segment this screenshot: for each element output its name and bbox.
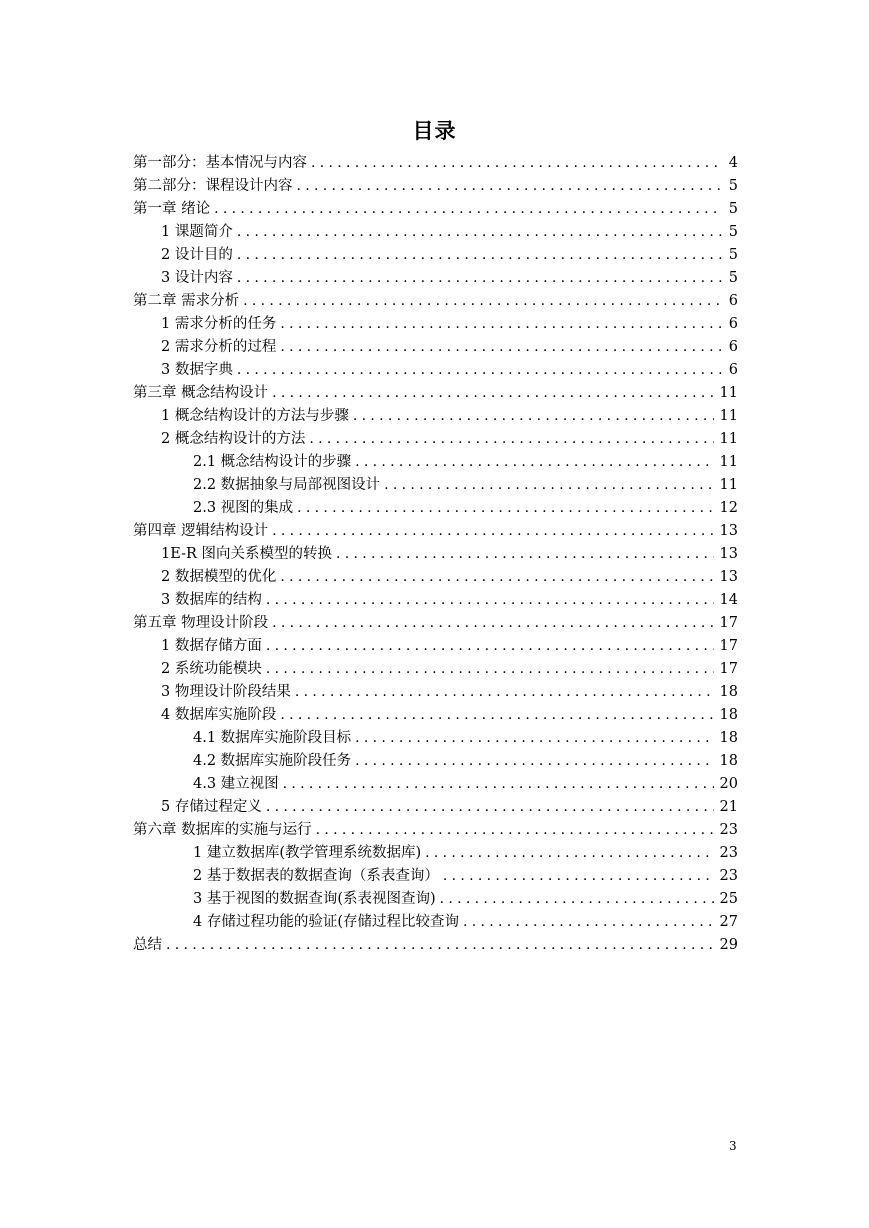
toc-entry-title: 3 数据库的结构 (161, 592, 262, 608)
toc-dot-leader (311, 152, 722, 175)
toc-entry[interactable] (133, 451, 738, 474)
toc-entry[interactable] (133, 313, 738, 336)
toc-entry-title: 3 物理设计阶段结果 (161, 684, 291, 700)
toc-entry-page: 27 (719, 914, 738, 930)
toc-entry[interactable] (133, 405, 738, 428)
toc-entry[interactable] (133, 727, 738, 750)
toc-dot-leader (355, 750, 713, 773)
toc-entry[interactable] (133, 267, 738, 290)
toc-entry[interactable] (133, 635, 738, 658)
toc-entry-page: 5 (728, 247, 738, 263)
toc-dot-leader (237, 267, 722, 290)
toc-entry[interactable] (133, 888, 738, 911)
toc-entry-title: 第一部分：基本情况与内容 (133, 155, 307, 171)
toc-dot-leader (266, 796, 714, 819)
toc-dot-leader (237, 244, 722, 267)
toc-entry-title: 2 系统功能模块 (161, 661, 262, 677)
toc-entry-title: 2 需求分析的过程 (161, 339, 277, 355)
toc-entry-title: 第五章 物理设计阶段 (133, 615, 269, 631)
toc-entry[interactable] (133, 865, 738, 888)
toc-dot-leader (309, 428, 713, 451)
toc-entry[interactable] (133, 474, 738, 497)
toc-entry[interactable] (133, 704, 738, 727)
toc-entry-page: 25 (719, 891, 738, 907)
toc-dot-leader (384, 474, 713, 497)
toc-entry-page: 18 (719, 684, 738, 700)
toc-entry-page: 18 (719, 753, 738, 769)
toc-entry[interactable] (133, 336, 738, 359)
toc-entry-title: 2 设计目的 (161, 247, 233, 263)
toc-dot-leader (336, 543, 714, 566)
toc-dot-leader (353, 405, 714, 428)
toc-dot-leader (166, 934, 714, 957)
toc-entry-title: 2.3 视图的集成 (193, 500, 294, 516)
toc-entry-page: 5 (728, 201, 738, 217)
toc-dot-leader (297, 175, 723, 198)
toc-entry-page: 18 (719, 730, 738, 746)
toc-entry[interactable] (133, 842, 738, 865)
toc-entry-title: 2 基于数据表的数据查询（系表查询） (193, 868, 439, 884)
toc-entry[interactable] (133, 612, 738, 635)
toc-entry[interactable] (133, 934, 738, 957)
toc-dot-leader (295, 681, 714, 704)
toc-entry-title: 1 建立数据库(教学管理系统数据库) (193, 845, 422, 861)
toc-entry[interactable] (133, 497, 738, 520)
toc-dot-leader (280, 566, 713, 589)
toc-entry-title: 1 概念结构设计的方法与步骤 (161, 408, 349, 424)
toc-entry-title: 4.2 数据库实施阶段任务 (193, 753, 352, 769)
toc-entry-title: 1 需求分析的任务 (161, 316, 277, 332)
toc-entry-title: 2.2 数据抽象与局部视图设计 (193, 477, 381, 493)
toc-dot-leader (280, 704, 713, 727)
toc-entry-title: 第三章 概念结构设计 (133, 385, 269, 401)
toc-dot-leader (280, 313, 722, 336)
toc-entry-title: 总结 (133, 937, 162, 953)
toc-entry-page: 6 (728, 293, 738, 309)
toc-dot-leader (355, 727, 713, 750)
toc-entry-title: 4.3 建立视图 (193, 776, 279, 792)
toc-entry-page: 23 (719, 845, 738, 861)
toc-entry[interactable] (133, 290, 738, 313)
toc-entry-page: 12 (719, 500, 738, 516)
toc-entry[interactable] (133, 244, 738, 267)
toc-dot-leader (266, 589, 714, 612)
toc-entry[interactable] (133, 589, 738, 612)
toc-entry-page: 17 (719, 638, 738, 654)
toc-entry[interactable] (133, 750, 738, 773)
toc-entry-page: 14 (719, 592, 738, 608)
toc-entry-title: 3 基于视图的数据查询(系表视图查询) (193, 891, 436, 907)
toc-entry-title: 4 存储过程功能的验证(存储过程比较查询 (193, 914, 459, 930)
toc-entry-title: 第二部分：课程设计内容 (133, 178, 293, 194)
toc-dot-leader (280, 336, 722, 359)
toc-entry-page: 18 (719, 707, 738, 723)
toc-entry-page: 23 (719, 822, 738, 838)
toc-dot-leader (237, 359, 722, 382)
toc-entry[interactable] (133, 382, 738, 405)
toc-entry-page: 13 (719, 523, 738, 539)
toc-entry[interactable] (133, 796, 738, 819)
toc-entry-title: 第二章 需求分析 (133, 293, 240, 309)
toc-entry-page: 11 (719, 454, 738, 470)
toc-entry-page: 5 (728, 270, 738, 286)
toc-entry-title: 第六章 数据库的实施与运行 (133, 822, 312, 838)
toc-dot-leader (440, 888, 714, 911)
toc-entry[interactable] (133, 658, 738, 681)
toc-entry[interactable] (133, 911, 738, 934)
toc-entry-page: 6 (728, 339, 738, 355)
toc-dot-leader (283, 773, 714, 796)
toc-entry[interactable] (133, 221, 738, 244)
toc-entry-title: 2 数据模型的优化 (161, 569, 277, 585)
toc-entry-title: 5 存储过程定义 (161, 799, 262, 815)
toc-entry-page: 11 (719, 385, 738, 401)
toc-entry-page: 17 (719, 615, 738, 631)
toc-dot-leader (266, 658, 714, 681)
toc-dot-leader (266, 635, 714, 658)
toc-entry-page: 20 (719, 776, 738, 792)
toc-dot-leader (316, 819, 714, 842)
toc-entry[interactable] (133, 543, 738, 566)
toc-entry-page: 17 (719, 661, 738, 677)
toc-entry-title: 3 数据字典 (161, 362, 233, 378)
table-of-contents (133, 152, 738, 957)
toc-entry-page: 5 (728, 224, 738, 240)
toc-entry[interactable] (133, 152, 738, 175)
toc-entry[interactable] (133, 681, 738, 704)
toc-entry-page: 23 (719, 868, 738, 884)
toc-dot-leader (272, 382, 713, 405)
toc-entry-title: 3 设计内容 (161, 270, 233, 286)
toc-entry-title: 1E-R 图向关系模型的转换 (161, 546, 333, 562)
toc-entry-page: 11 (719, 477, 738, 493)
toc-entry-page: 13 (719, 546, 738, 562)
toc-entry[interactable] (133, 175, 738, 198)
toc-entry[interactable] (133, 428, 738, 451)
toc-entry-title: 1 数据存储方面 (161, 638, 262, 654)
toc-entry[interactable] (133, 198, 738, 221)
toc-dot-leader (297, 497, 713, 520)
toc-entry[interactable] (133, 773, 738, 796)
toc-entry-title: 4 数据库实施阶段 (161, 707, 277, 723)
toc-dot-leader (272, 520, 713, 543)
toc-dot-leader (355, 451, 713, 474)
toc-entry-page: 21 (719, 799, 738, 815)
toc-entry[interactable] (133, 566, 738, 589)
toc-entry-page: 5 (728, 178, 738, 194)
toc-entry-page: 13 (719, 569, 738, 585)
toc-dot-leader (214, 198, 722, 221)
toc-entry-page: 6 (728, 316, 738, 332)
toc-dot-leader (272, 612, 713, 635)
toc-dot-leader (237, 221, 722, 244)
toc-entry-title: 2.1 概念结构设计的步骤 (193, 454, 352, 470)
toc-entry-page: 29 (719, 937, 738, 953)
toc-entry-page: 6 (728, 362, 738, 378)
toc-entry-page: 11 (719, 431, 738, 447)
toc-dot-leader (443, 865, 714, 888)
toc-entry-title: 2 概念结构设计的方法 (161, 431, 306, 447)
toc-entry-page: 4 (728, 155, 738, 171)
page-number: 3 (729, 1139, 737, 1153)
toc-entry[interactable] (133, 359, 738, 382)
toc-entry-title: 1 课题简介 (161, 224, 233, 240)
page-title: 目录 (412, 119, 457, 143)
toc-entry[interactable] (133, 520, 738, 543)
toc-dot-leader (425, 842, 713, 865)
toc-dot-leader (463, 911, 714, 934)
toc-entry-title: 4.1 数据库实施阶段目标 (193, 730, 352, 746)
toc-entry-title: 第四章 逻辑结构设计 (133, 523, 269, 539)
toc-dot-leader (243, 290, 722, 313)
toc-entry-page: 11 (719, 408, 738, 424)
toc-entry-title: 第一章 绪论 (133, 201, 211, 217)
toc-entry[interactable] (133, 819, 738, 842)
